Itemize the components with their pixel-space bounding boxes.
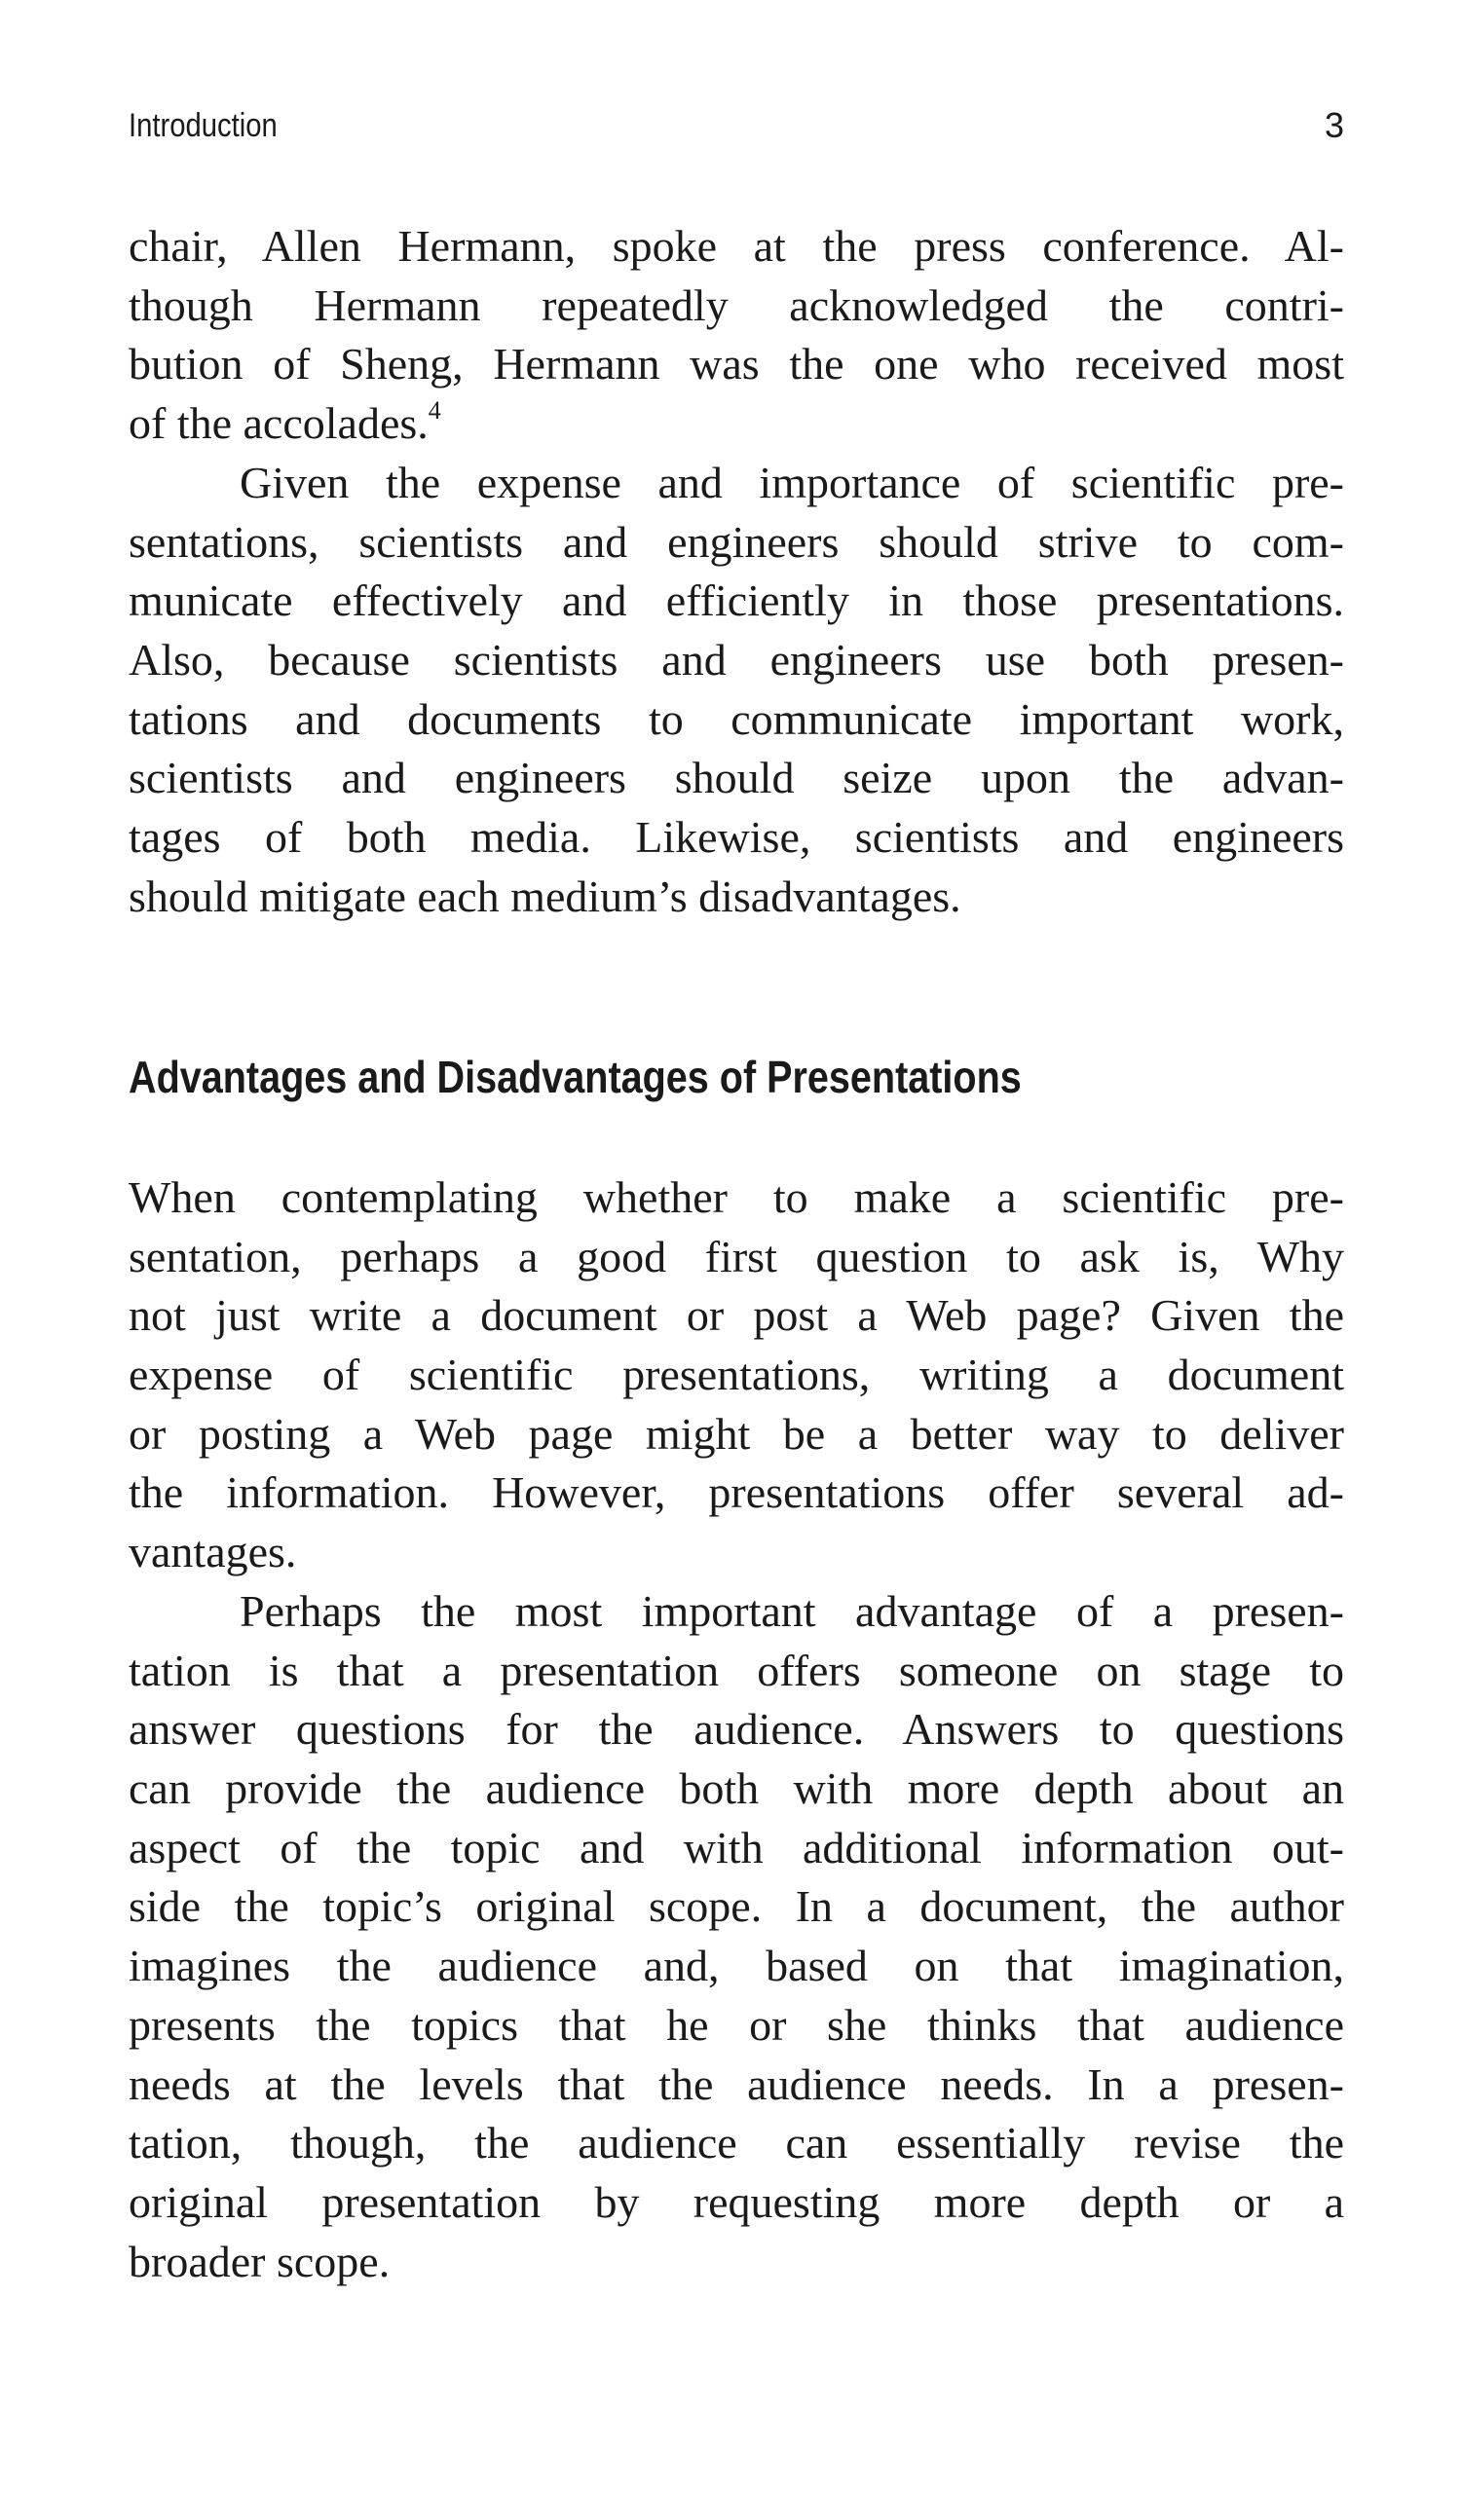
text-line: When contemplating whether to make a scientific pre-: [129, 1172, 1344, 1222]
text-line: expense of scientific presentations, writing a document: [129, 1350, 1344, 1400]
footnote-reference: 4: [428, 396, 441, 426]
text-line: or posting a Web page might be a better way to deliver: [129, 1408, 1344, 1459]
text-line: not just write a document or post a Web page? Given the: [129, 1290, 1344, 1341]
text-line: needs at the levels that the audience needs. In a presen-: [129, 2058, 1344, 2109]
paragraph: [129, 454, 1344, 927]
text-line: can provide the audience both with more depth about an: [129, 1763, 1344, 1814]
paragraph: [129, 1582, 1344, 2291]
text-line: tation is that a presentation offers someone on stage to: [129, 1645, 1344, 1695]
paragraph: [129, 1168, 1344, 1582]
text-line: side the topic’s original scope. In a document, the author: [129, 1881, 1344, 1932]
text-line: imagines the audience and, based on that imagination,: [129, 1941, 1344, 1991]
text-line: municate effectively and efficiently in those presentations.: [129, 575, 1344, 626]
text-line: tation, though, the audience can essentially revise the: [129, 2118, 1344, 2168]
text-line: of the accolades.: [129, 398, 429, 449]
page-number: 3: [1324, 105, 1344, 145]
text-line: bution of Sheng, Hermann was the one who received most: [129, 339, 1344, 389]
text-line: Given the expense and importance of scientific pre-: [240, 458, 1344, 507]
text-line: should mitigate each medium’s disadvantages.: [129, 871, 961, 921]
text-line: Perhaps the most important advantage of a presen-: [240, 1586, 1344, 1636]
running-head-title: Introduction: [129, 107, 278, 144]
text-line: sentations, scientists and engineers should strive to com-: [129, 516, 1344, 567]
running-head: [129, 101, 1174, 150]
text-line: tations and documents to communicate important work,: [129, 693, 1344, 744]
text-line: answer questions for the audience. Answers to questions: [129, 1704, 1344, 1755]
text-line: scientists and engineers should seize upon the advan-: [129, 753, 1344, 803]
text-line: sentation, perhaps a good first question to ask is, Why: [129, 1231, 1344, 1281]
text-line: broader scope.: [129, 2236, 391, 2286]
text-line: chair, Allen Hermann, spoke at the press conference. Al-: [129, 221, 1344, 271]
paragraph-continued: [129, 217, 1344, 454]
text-line: presents the topics that he or she thinks that audience: [129, 1999, 1344, 2050]
text-line: Also, because scientists and engineers use both presen-: [129, 635, 1344, 686]
text-line: though Hermann repeatedly acknowledged the contri-: [129, 279, 1344, 330]
text-line: tages of both media. Likewise, scientists and engineers: [129, 812, 1344, 863]
text-line: vantages.: [129, 1527, 297, 1577]
text-line: the information. However, presentations offer several ad-: [129, 1467, 1344, 1518]
text-line-with-footnote: [129, 394, 1344, 454]
text-line: aspect of the topic and with additional information out-: [129, 1822, 1344, 1872]
section-heading: Advantages and Disadvantages of Presentations: [129, 1052, 1022, 1102]
text-line: original presentation by requesting more depth or a: [129, 2176, 1344, 2227]
